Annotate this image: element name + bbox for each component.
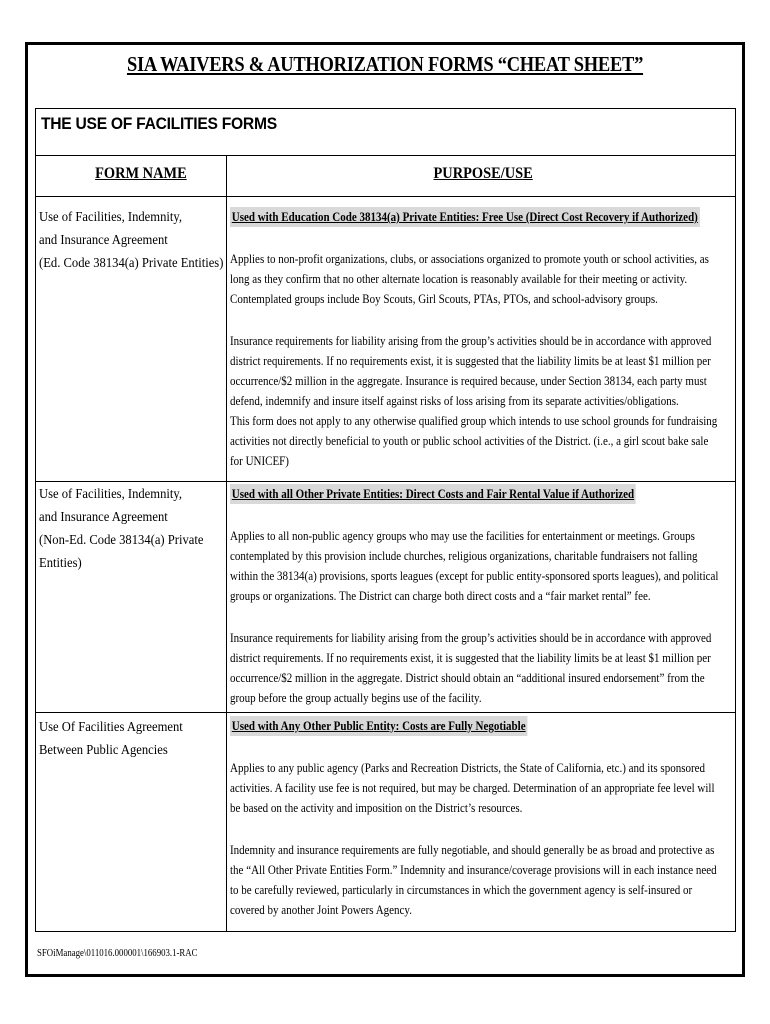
column-header-purpose: PURPOSE/USE xyxy=(433,165,533,182)
row-2-paragraph-2: Insurance requirements for liability arising from the group’s activities should be in accordance with approved district requirements. If no requirements exist, it is suggested that the liability limits be at least $1 million per occurrence/$2 million in the aggregate. District should obtain an “additional insured endorsement” from the group before the group actually begins use of the facility. xyxy=(230,631,712,705)
form-name-line: and Insurance Agreement xyxy=(39,233,168,248)
row-2-purpose-header: Used with all Other Private Entities: Direct Costs and Fair Rental Value if Authorized xyxy=(230,484,636,504)
row-1-form-name xyxy=(39,206,224,275)
row-1-paragraph-3: This form does not apply to any otherwise qualified group which intends to use school grounds for fundraising activities not directly beneficial to youth or public school activities of the District. (i.e., a girl scout bake sale for UNICEF) xyxy=(230,414,718,468)
form-name-line: Use of Facilities, Indemnity, xyxy=(39,487,183,502)
form-name-line: Use Of Facilities Agreement xyxy=(39,720,183,735)
section-title: THE USE OF FACILITIES FORMS xyxy=(41,114,277,133)
form-name-line: and Insurance Agreement xyxy=(39,510,168,525)
page-title: SIA WAIVERS & AUTHORIZATION FORMS “CHEAT SHEET” xyxy=(126,52,644,76)
form-name-line: Entities) xyxy=(39,556,82,571)
row-2-paragraph-1: Applies to all non-public agency groups who may use the facilities for entertainment or meetings. Groups contemplated by this provision include churches, religious organizations, charitable fundraisers not falling within the 38134(a) provisions, sports leagues (except for public entity-sponsored sports leagues), and political groups or organizations. The District can charge both direct costs and a “fair market rental” fee. xyxy=(230,529,719,603)
row-3-paragraph-1: Applies to any public agency (Parks and Recreation Districts, the State of California, etc.) and its sponsored activities. A facility use fee is not required, but may be charged. Determination of an appropriate fee level will be based on the activity and imposition on the District’s resources. xyxy=(230,761,715,815)
row-2-purpose xyxy=(230,484,723,708)
row-3-form-name xyxy=(39,716,206,762)
header-row-divider xyxy=(35,196,736,197)
form-name-line: (Ed. Code 38134(a) Private Entities) xyxy=(39,256,224,271)
row-3-purpose-header: Used with Any Other Public Entity: Costs are Fully Negotiable xyxy=(230,716,527,736)
row-1-purpose xyxy=(230,207,723,471)
row-1-paragraph-1: Applies to non-profit organizations, clubs, or associations organized to promote youth or school activities, as long as they confirm that no other alternate location is reasonably available for their meeting or activity. Contemplated groups include Boy Scouts, Girl Scouts, PTAs, PTOs, and school-advisory groups. xyxy=(230,252,709,306)
row-1-purpose-header: Used with Education Code 38134(a) Private Entities: Free Use (Direct Cost Recovery if Authorized) xyxy=(230,207,700,227)
row-3-paragraph-2: Indemnity and insurance requirements are fully negotiable, and should generally be as broad and protective as the “All Other Private Entities Form.” Indemnity and insurance/coverage provisions will in each instance need to be carefully reviewed, particularly in circumstances in which the government agency is self-insured or covered by another Joint Powers Agency. xyxy=(230,843,717,917)
row-1-paragraph-2: Insurance requirements for liability arising from the group’s activities should be in accordance with approved district requirements. If no requirements exist, it is suggested that the liability limits be at least $1 million per occurrence/$2 million in the aggregate. Insurance is required because, under Section 38134, each party must defend, indemnify and insure itself against risks of loss arising from its separate activities/obligations. xyxy=(230,334,712,408)
column-header-form-name: FORM NAME xyxy=(95,165,187,182)
form-name-line: Use of Facilities, Indemnity, xyxy=(39,210,183,225)
row-3-purpose xyxy=(230,716,723,920)
form-name-line: (Non-Ed. Code 38134(a) Private xyxy=(39,533,204,548)
row-divider-1 xyxy=(35,481,736,482)
form-name-line: Between Public Agencies xyxy=(39,743,168,758)
row-2-form-name xyxy=(39,483,206,575)
row-divider-2 xyxy=(35,712,736,713)
document-footer-id: SFOiManage\011016.000001\166903.1-RAC xyxy=(37,948,198,959)
column-divider xyxy=(226,156,227,932)
